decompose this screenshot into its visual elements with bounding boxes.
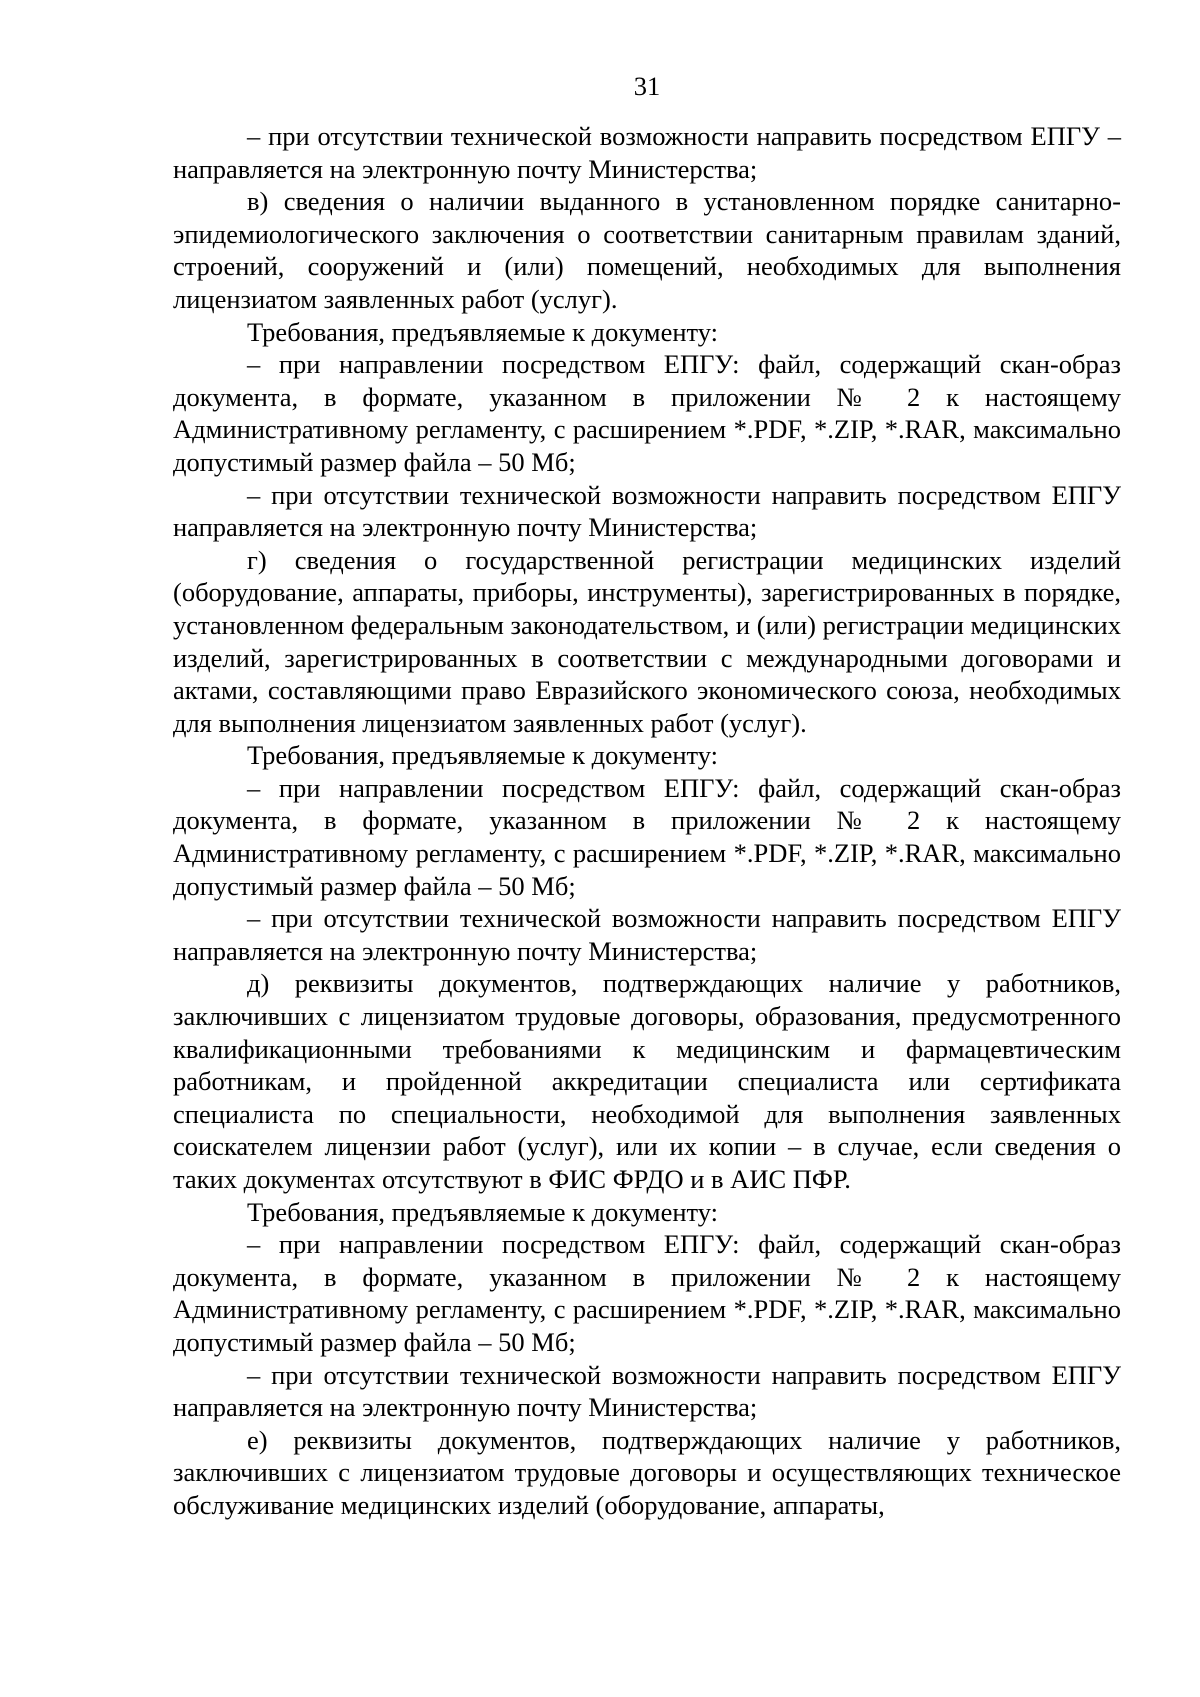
paragraph: д) реквизиты документов, подтверждающих наличие у работников, заключивших с лицензиатом трудовые договоры, образования, предусмотренного квалификационными требованиями к медицинским и фармацевтическим работникам, и пройденной аккредитации специалиста или сертификата специалиста по специальности, необходимой для выполнения заявленных соискателем лицензии работ (услуг), или их копии – в случае, если сведения о таких документах отсутствуют в ФИС ФРДО и в АИС ПФР. (173, 968, 1121, 1194)
paragraph: Требования, предъявляемые к документу: (247, 1196, 719, 1227)
paragraph: – при направлении посредством ЕПГУ: файл, содержащий скан-образ документа, в формате, указанном в приложении № 2 к настоящему Административному регламенту, с расширением *.PDF, *.ZIP, *.RAR, максимально допустимый размер файла – 50 Мб; (173, 1229, 1121, 1357)
paragraph: – при отсутствии технической возможности направить посредством ЕПГУ направляется на электронную почту Министерства; (173, 1359, 1121, 1423)
paragraph: в) сведения о наличии выданного в установленном порядке санитарно-эпидемиологического заключения о соответствии санитарным правилам зданий, строений, сооружений и (или) помещений, необходимых для выполнения лицензиатом заявленных работ (услуг). (173, 186, 1121, 314)
paragraph: – при направлении посредством ЕПГУ: файл, содержащий скан-образ документа, в формате, указанном в приложении № 2 к настоящему Административному регламенту, с расширением *.PDF, *.ZIP, *.RAR, максимально допустимый размер файла – 50 Мб; (173, 349, 1121, 477)
paragraph: – при отсутствии технической возможности направить посредством ЕПГУ направляется на электронную почту Министерства; (173, 479, 1121, 543)
paragraph: Требования, предъявляемые к документу: (247, 740, 719, 771)
paragraph: – при отсутствии технической возможности направить посредством ЕПГУ направляется на электронную почту Министерства; (173, 903, 1121, 966)
paragraph: е) реквизиты документов, подтверждающих наличие у работников, заключивших с лицензиатом трудовые договоры и осуществляющих техническое обслуживание медицинских изделий (оборудование, аппараты, (173, 1424, 1121, 1520)
paragraph: – при отсутствии технической возможности направить посредством ЕПГУ – направляется на электронную почту Министерства; (173, 121, 1121, 184)
paragraph: – при направлении посредством ЕПГУ: файл, содержащий скан-образ документа, в формате, указанном в приложении № 2 к настоящему Административному регламенту, с расширением *.PDF, *.ZIP, *.RAR, максимально допустимый размер файла – 50 Мб; (173, 772, 1121, 901)
document-page (173, 70, 1121, 1522)
paragraph: Требования, предъявляемые к документу: (247, 316, 719, 347)
page-number: 31 (633, 71, 661, 101)
paragraph: г) сведения о государственной регистрации медицинских изделий (оборудование, аппараты, приборы, инструменты), зарегистрированных в порядке, установленном федеральным законодательством, и (или) регистрации медицинских изделий, зарегистрированных в соответствии с международными договорами и актами, составляющими право Евразийского экономического союза, необходимых для выполнения лицензиатом заявленных работ (услуг). (173, 544, 1121, 738)
